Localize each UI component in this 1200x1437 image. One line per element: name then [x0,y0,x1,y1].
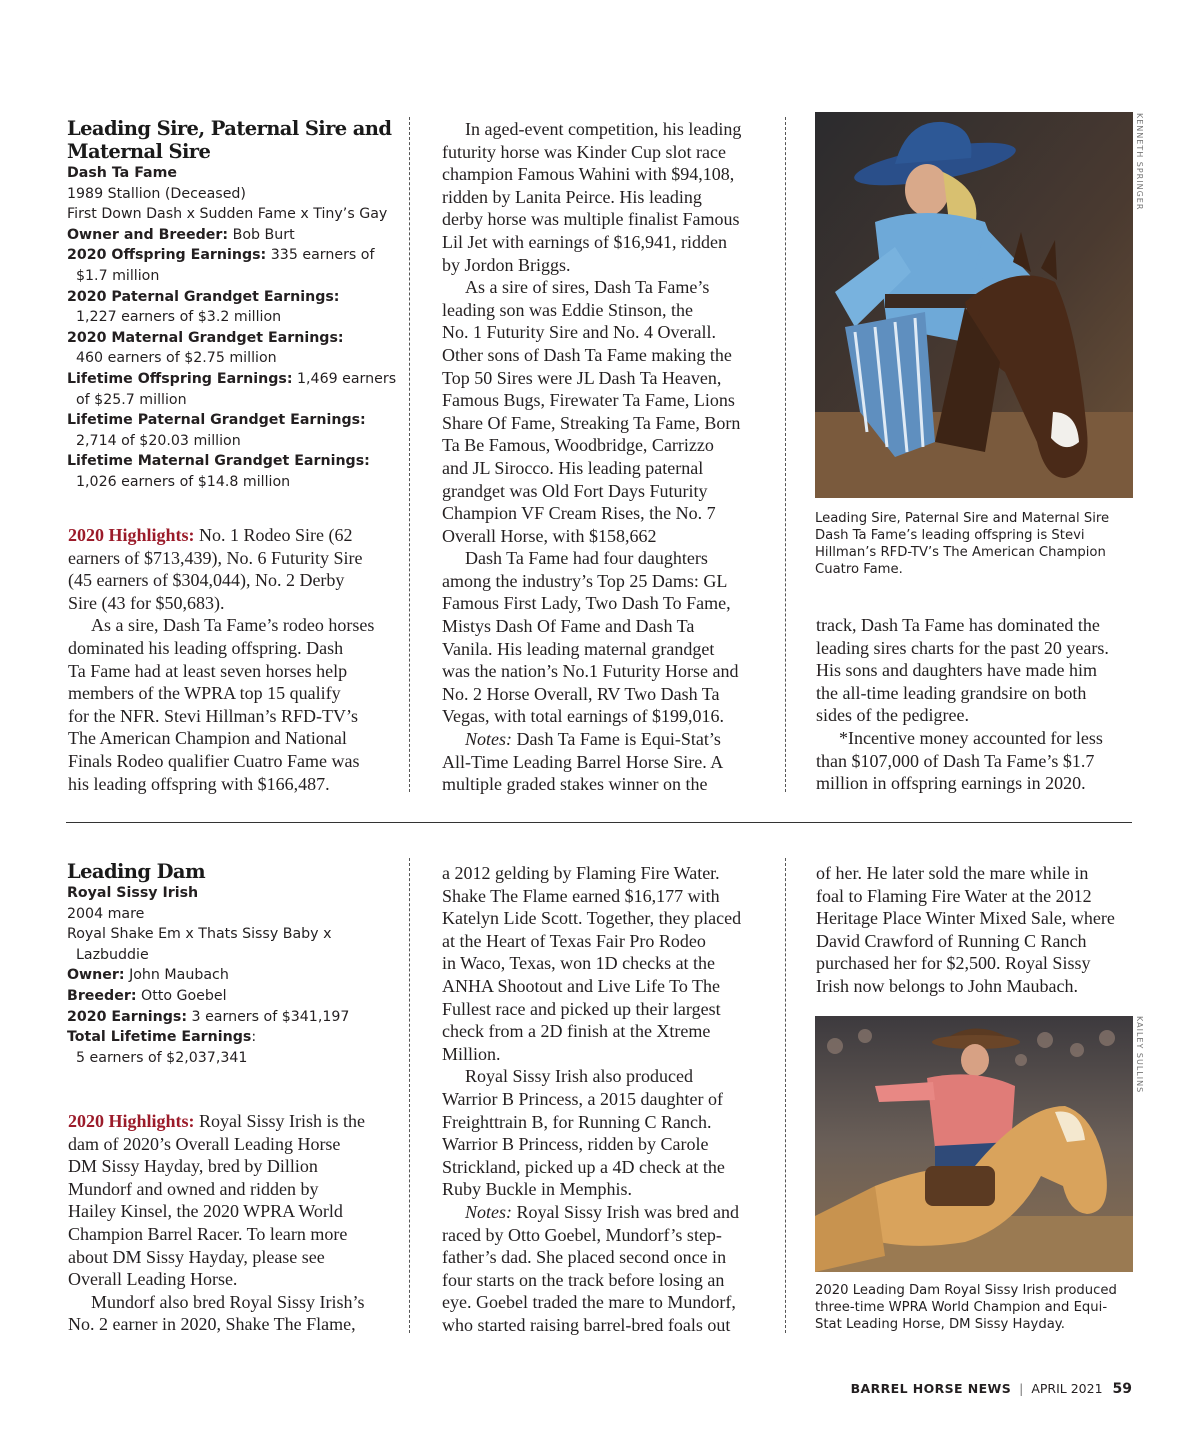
text-line: All-Time Leading Barrel Horse Sire. A [442,751,724,772]
sire-stats-block [67,117,402,493]
photo-credit: KENNETH SPRINGER [1135,113,1144,211]
text-line: of her. He later sold the mare while in [816,863,1089,883]
sire-col3-text [816,614,1136,795]
caption-line: Dash Ta Fame’s leading offspring is Stevi [815,528,1085,543]
text-line: grandget was Old Fort Days Futurity [442,480,708,501]
text-line: Finals Rodeo qualifier Cuatro Fame was [68,750,360,771]
photo-dm-sissy-hayday [815,1016,1133,1272]
text-line: Overall Leading Horse. [68,1269,238,1290]
text-line: leading sires charts for the past 20 years. [816,637,1109,658]
text-line: Freighttrain B, for Running C Ranch. [442,1111,712,1132]
text-line: Fullest race and picked up their largest [442,998,721,1019]
text-line: The American Champion and National [68,728,347,749]
text-line: Royal Sissy Irish also produced [465,1066,693,1087]
text-line: Ta Be Famous, Woodbridge, Carrizzo [442,435,714,456]
text-line: about DM Sissy Hayday, please see [68,1246,325,1267]
text-line: 2020 Highlights: Royal Sissy Irish is the [68,1111,366,1131]
page-number: 59 [1112,1381,1132,1397]
caption-line: Stat Leading Horse, DM Sissy Hayday. [815,1317,1065,1332]
text-line: David Crawford of Running C Ranch [816,930,1087,951]
column-divider [785,858,786,1333]
paternal-grandget-value: 1,227 earners of $3.2 million [76,309,282,326]
issue-date: APRIL 2021 [1031,1381,1103,1396]
text-line: Vegas, with total earnings of $199,016. [442,706,724,727]
text-line: Heritage Place Winter Mixed Sale, where [816,908,1115,929]
text-line: No. 2 Horse Overall, RV Two Dash Ta [442,683,720,704]
text-line: raced by Otto Goebel, Mundorf’s step- [442,1224,722,1245]
text-line: Other sons of Dash Ta Fame making the [442,344,732,365]
text-line: futurity horse was Kinder Cup slot race [442,141,726,162]
footer-separator: | [1019,1381,1024,1396]
dam-col3-text [816,862,1136,998]
text-line: was the nation’s No.1 Futurity Horse and [442,661,739,682]
caption-line: Hillman’s RFD-TV’s The American Champion [815,545,1106,560]
earnings-2020: 2020 Earnings: 3 earners of $341,197 [67,1008,350,1025]
pedigree-cont: Lazbuddie [76,946,149,963]
text-line: Notes: Royal Sissy Irish was bred and [465,1201,739,1222]
text-line: and JL Sirocco. His leading paternal [442,457,704,478]
text-line: sides of the pedigree. [816,705,969,726]
text-line: Famous Bugs, Firewater Ta Fame, Lions [442,390,735,411]
foaled-info: 1989 Stallion (Deceased) [67,185,246,202]
total-lifetime-label: Total Lifetime Earnings: [67,1029,257,1046]
text-line: Mundorf also bred Royal Sissy Irish’s [91,1291,365,1312]
lifetime-maternal-value: 1,026 earners of $14.8 million [76,473,291,490]
text-line: Warrior B Princess, ridden by Carole [442,1134,709,1155]
sire-col1-text [68,524,403,795]
text-line: four starts on the track before losing an [442,1269,725,1290]
text-line: dominated his leading offspring. Dash [68,637,344,658]
text-line: champion Famous Wahini with $94,108, [442,164,735,185]
dam-col2-text [442,862,777,1336]
text-line: In aged-event competition, his leading [465,119,742,139]
publication-name: BARREL HORSE NEWS [850,1381,1012,1396]
photo-caption [815,1282,1117,1333]
text-line: who started raising barrel-bred foals out [442,1314,731,1335]
pedigree: First Down Dash x Sudden Fame x Tiny’s Gay [67,206,388,223]
text-line: Strickland, picked up a 4D check at the [442,1156,725,1177]
text-line: (45 earners of $304,044), No. 2 Derby [68,570,345,591]
text-line: Famous First Lady, Two Dash To Fame, [442,593,731,614]
text-line: As a sire, Dash Ta Fame’s rodeo horses [91,615,375,636]
text-line: by Jordon Briggs. [442,254,571,275]
text-line: members of the WPRA top 15 qualify [68,683,341,704]
text-line: His sons and daughters have made him [816,660,1097,681]
text-line: As a sire of sires, Dash Ta Fame’s [465,277,710,298]
text-line: No. 2 earner in 2020, Shake The Flame, [68,1314,356,1335]
total-lifetime-value: 5 earners of $2,037,341 [76,1049,248,1066]
breeder: Breeder: Otto Goebel [67,987,227,1004]
text-line: Mundorf and owned and ridden by [68,1178,319,1199]
section-heading-leading-sire [67,117,402,163]
owner: Owner: John Maubach [67,967,229,984]
horse-name: Royal Sissy Irish [67,885,199,901]
column-divider [409,117,410,792]
text-line: among the industry’s Top 25 Dams: GL [442,570,728,591]
text-line: Irish now belongs to John Maubach. [816,975,1078,996]
lifetime-paternal-label: Lifetime Paternal Grandget Earnings: [67,412,366,429]
text-line: father’s dad. She placed second once in [442,1247,727,1268]
text-line: than $107,000 of Dash Ta Fame’s $1.7 [816,750,1095,771]
text-line: Ruby Buckle in Memphis. [442,1179,632,1200]
text-line: for the NFR. Stevi Hillman’s RFD-TV’s [68,705,359,726]
caption-line: Leading Sire, Paternal Sire and Maternal Sire [815,511,1110,526]
text-line: No. 1 Futurity Sire and No. 4 Overall. [442,322,716,343]
text-line: Vanila. His leading maternal grandget [442,638,715,659]
text-line: Notes: Dash Ta Fame is Equi-Stat’s [465,729,721,750]
text-line: his leading offspring with $166,487. [68,773,330,794]
maternal-grandget-label: 2020 Maternal Grandget Earnings: [67,329,344,346]
text-line: Champion Barrel Racer. To learn more [68,1223,348,1244]
heading-line: Maternal Sire [67,140,211,163]
text-line: Top 50 Sires were JL Dash Ta Heaven, [442,367,722,388]
text-line: Shake The Flame earned $16,177 with [442,885,720,906]
heading-line: Leading Sire, Paternal Sire and [67,117,392,140]
text-line: 2020 Highlights: No. 1 Rodeo Sire (62 [68,525,353,545]
section-heading-leading-dam: Leading Dam [67,860,205,883]
paternal-grandget-label: 2020 Paternal Grandget Earnings: [67,288,340,305]
text-line: the all-time leading grandsire on both [816,682,1087,703]
lifetime-paternal-value: 2,714 of $20.03 million [76,432,241,449]
text-line: dam of 2020’s Overall Leading Horse [68,1133,341,1154]
maternal-grandget-value: 460 earners of $2.75 million [76,350,277,367]
horse-name: Dash Ta Fame [67,165,178,181]
text-line: million in offspring earnings in 2020. [816,773,1086,794]
sire-col2-text [442,118,777,796]
owner-breeder: Owner and Breeder: Bob Burt [67,226,295,243]
text-line: DM Sissy Hayday, bred by Dillion [68,1156,318,1177]
caption-line: 2020 Leading Dam Royal Sissy Irish produced [815,1283,1117,1298]
text-line: Sire (43 for $50,683). [68,592,225,613]
text-line: a 2012 gelding by Flaming Fire Water. [442,863,720,883]
text-line: derby horse was multiple finalist Famous [442,209,740,230]
text-line: Overall Horse, with $158,662 [442,525,657,546]
photo-credit: KAILEY SULLINS [1135,1016,1144,1094]
dam-stats-block [67,860,402,1068]
photo-caption [815,510,1109,578]
lifetime-offspring-cont: of $25.7 million [76,391,187,408]
text-line: earners of $713,439), No. 6 Futurity Sire [68,547,363,568]
text-line: check from a 2D finish at the Xtreme [442,1021,711,1042]
offspring-earnings: 2020 Offspring Earnings: 335 earners of [67,247,375,264]
photo-rider-cowgirl-on-bay-horse [815,112,1133,498]
dam-col1-text [68,1110,403,1336]
photo-cuatro-fame [815,112,1133,498]
caption-line: Cuatro Fame. [815,562,903,577]
text-line: at the Heart of Texas Fair Pro Rodeo [442,930,706,951]
foaled-info: 2004 mare [67,905,145,922]
text-line: ridden by Lanita Peirce. His leading [442,186,702,207]
text-line: Dash Ta Fame had four daughters [465,548,708,569]
text-line: purchased her for $2,500. Royal Sissy [816,953,1091,974]
column-divider [785,117,786,792]
text-line: Champion VF Cream Rises, the No. 7 [442,503,716,524]
text-line: Warrior B Princess, a 2015 daughter of [442,1088,723,1109]
offspring-earnings-cont: $1.7 million [76,267,160,284]
text-line: Million. [442,1043,501,1064]
text-line: multiple graded stakes winner on the [442,774,708,795]
text-line: track, Dash Ta Fame has dominated the [816,615,1100,635]
text-line: foal to Flaming Fire Water at the 2012 [816,885,1092,906]
pedigree: Royal Shake Em x Thats Sissy Baby x [67,926,332,943]
text-line: Ta Fame had at least seven horses help [68,660,348,681]
section-divider [66,822,1132,823]
text-line: Lil Jet with earnings of $16,941, ridden [442,231,727,252]
caption-line: three-time WPRA World Champion and Equi- [815,1300,1108,1315]
photo-rider-on-palomino-horse [815,1016,1133,1272]
text-line: Share Of Fame, Streaking Ta Fame, Born [442,412,741,433]
column-divider [409,858,410,1333]
text-line: Hailey Kinsel, the 2020 WPRA World [68,1201,343,1222]
lifetime-offspring: Lifetime Offspring Earnings: 1,469 earners [67,370,397,387]
text-line: ANHA Shootout and Live Life To The [442,975,721,996]
page-footer [851,1381,1132,1397]
text-line: leading son was Eddie Stinson, the [442,299,693,320]
text-line: eye. Goebel traded the mare to Mundorf, [442,1292,736,1313]
text-line: *Incentive money accounted for less [839,727,1103,748]
text-line: Mistys Dash Of Fame and Dash Ta [442,616,695,637]
text-line: Katelyn Lide Scott. Together, they placed [442,908,742,929]
text-line: in Waco, Texas, won 1D checks at the [442,953,716,974]
lifetime-maternal-label: Lifetime Maternal Grandget Earnings: [67,453,370,470]
